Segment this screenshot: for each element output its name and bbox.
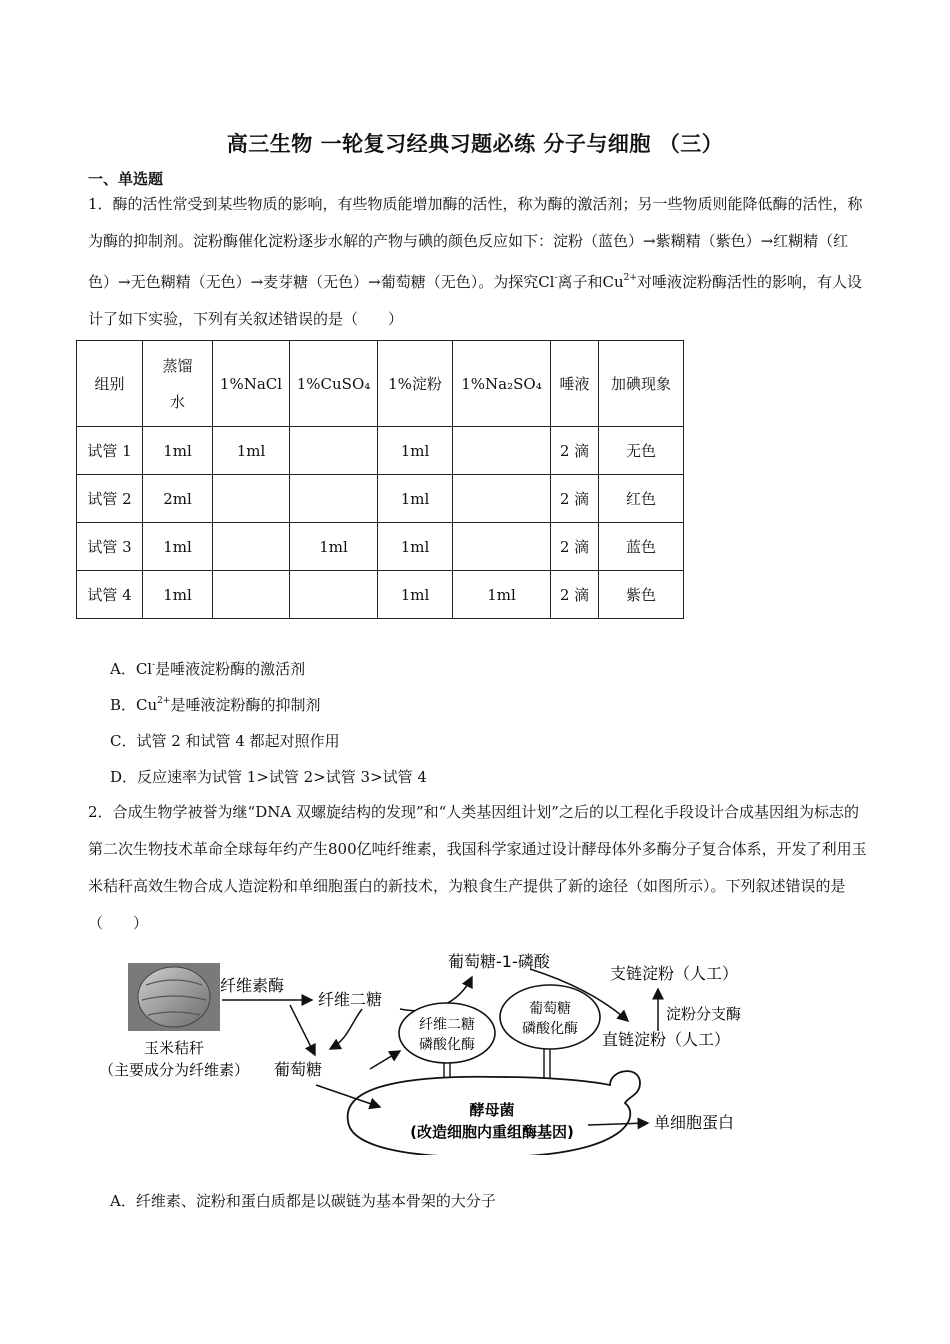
table-cell: 2 滴: [551, 571, 599, 619]
gpase-line1: 葡萄糖: [529, 1001, 571, 1017]
q1-option-d: D．反应速率为试管 1>试管 2>试管 3>试管 4: [110, 768, 427, 786]
table-cell: 1ml: [453, 571, 551, 619]
table-cell: [213, 523, 290, 571]
table-cell: 2 滴: [551, 427, 599, 475]
table-cell: 2 滴: [551, 475, 599, 523]
table-cell: 1ml: [290, 523, 378, 571]
table-cell: 红色: [599, 475, 684, 523]
option-b-sup: 2+: [157, 696, 171, 706]
table-row: [77, 475, 684, 523]
table-row: [77, 523, 684, 571]
gpase-line2: 磷酸化酶: [522, 1021, 578, 1037]
linear-starch-label: 直链淀粉（人工）: [602, 1030, 731, 1049]
experiment-table: [76, 340, 684, 619]
table-header-cell: 1%Na₂SO₄: [453, 341, 551, 427]
table-header-cell: 1%CuSO₄: [290, 341, 378, 427]
table-cell: 1ml: [213, 427, 290, 475]
q1-text-part2: 离子和Cu: [557, 273, 624, 291]
corn-straw-image: [128, 963, 220, 1031]
q1-text-part3: 对唾液淀粉酶活性的影响，有人设计了如下实验，下列有关叙述错误的是（ ）: [88, 273, 862, 328]
table-header-row: [77, 341, 684, 427]
cpase-line1: 纤维二糖: [419, 1017, 475, 1033]
cellobiose-phosphorylase-ellipse: [399, 1003, 495, 1063]
q1-option-a: [110, 658, 305, 679]
table-cell: [453, 475, 551, 523]
table-cell: [290, 571, 378, 619]
table-cell: 1ml: [378, 475, 453, 523]
table-header-cell: 1%淀粉: [378, 341, 453, 427]
table-header-cell: 加碘现象: [599, 341, 684, 427]
question-1-stem: [88, 186, 868, 338]
table-cell: 试管 2: [77, 475, 143, 523]
arrow-cellobiose-to-glucose: [330, 1009, 362, 1049]
single-cell-protein-label: 单细胞蛋白: [654, 1113, 735, 1132]
table-header-cell: [143, 341, 213, 427]
branched-starch-label: 支链淀粉（人工）: [610, 964, 739, 983]
table-cell: [213, 475, 290, 523]
page-title: 高三生物 一轮复习经典习题必练 分子与细胞 （三）: [226, 132, 724, 156]
table-header-cell: 组别: [77, 341, 143, 427]
table-cell: 试管 1: [77, 427, 143, 475]
option-b-prefix: B．Cu: [110, 696, 158, 714]
cpase-line2: 磷酸化酶: [419, 1037, 475, 1053]
straw-note: （主要成分为纤维素）: [98, 1061, 250, 1079]
table-row: [77, 571, 684, 619]
option-b-text: 是唾液淀粉酶的抑制剂: [170, 696, 321, 714]
yeast-note: (改造细胞内重组酶基因): [410, 1123, 574, 1141]
table-cell: 2ml: [143, 475, 213, 523]
q1-sup-copper: 2+: [623, 273, 637, 283]
cellulase-label: 纤维素酶: [220, 976, 285, 995]
glucose-label: 葡萄糖: [274, 1060, 323, 1079]
yeast-label: 酵母菌: [469, 1101, 515, 1119]
q1-option-c: C．试管 2 和试管 4 都起对照作用: [110, 732, 340, 750]
table-cell: [290, 427, 378, 475]
table-cell: [453, 523, 551, 571]
table-cell: 1ml: [378, 571, 453, 619]
option-a-prefix: A．Cl: [110, 660, 153, 678]
q1-text-part1: 1．酶的活性常受到某些物质的影响，有些物质能增加酶的活性，称为酶的激活剂；另一些物质则能降低酶的活性，称为酶的抑制剂。淀粉酶催化淀粉逐步水解的产物与碘的颜色反应如下：淀粉（蓝色）→紫糊精（紫色）→红糊精（红色）→无色糊精（无色）→麦芽糖（无色）→葡萄糖（无色）。为探究Cl: [88, 195, 863, 291]
cellobiose-label: 纤维二糖: [318, 990, 383, 1009]
glucose-phosphorylase-ellipse: [500, 985, 600, 1049]
g1p-label: 葡萄糖-1-磷酸: [448, 952, 550, 971]
table-cell: 1ml: [378, 523, 453, 571]
table-header-cell: 1%NaCl: [213, 341, 290, 427]
table-cell: 无色: [599, 427, 684, 475]
q1-sup-chloride: -: [554, 273, 558, 283]
table-cell: 试管 4: [77, 571, 143, 619]
q1-option-b: [110, 694, 320, 715]
table-cell: 1ml: [143, 427, 213, 475]
table-cell: [290, 475, 378, 523]
table-row: [77, 427, 684, 475]
section-heading: 一、单选题: [88, 170, 164, 188]
table-cell: 1ml: [378, 427, 453, 475]
table-cell: 1ml: [143, 571, 213, 619]
option-a-text: 是唾液淀粉酶的激活剂: [155, 660, 306, 678]
table-cell: [453, 427, 551, 475]
branching-enzyme-label: 淀粉分支酶: [666, 1005, 742, 1023]
table-header-cell: 唾液: [551, 341, 599, 427]
arrow-straw-to-glucose: [290, 1005, 315, 1055]
table-cell: 1ml: [143, 523, 213, 571]
table-cell: [213, 571, 290, 619]
table-cell: 试管 3: [77, 523, 143, 571]
option-a-sup: -: [152, 660, 156, 670]
straw-label: 玉米秸秆: [143, 1039, 205, 1057]
question-2-stem: 2．合成生物学被誉为继“DNA 双螺旋结构的发现”和“人类基因组计划”之后的以工程化手段设计合成基因组为标志的第二次生物技术革命全球每年约产生800亿吨纤维素，我国科学家通过设计酵母体外多酶分子复合体系，开发了利用玉米秸秆高效生物合成人造淀粉和单细胞蛋白的新技术，为粮食生产提供了新的途径（如图所示）。下列叙述错误的是（ ）: [88, 803, 867, 932]
synthesis-pathway-diagram: [80, 945, 860, 1155]
header-distilled-water: 蒸馏水: [162, 356, 193, 411]
table-cell: 紫色: [599, 571, 684, 619]
q2-option-a: A．纤维素、淀粉和蛋白质都是以碳链为基本骨架的大分子: [110, 1192, 496, 1210]
table-cell: 蓝色: [599, 523, 684, 571]
table-cell: 2 滴: [551, 523, 599, 571]
arrow-glucose-to-enzyme: [370, 1051, 400, 1069]
